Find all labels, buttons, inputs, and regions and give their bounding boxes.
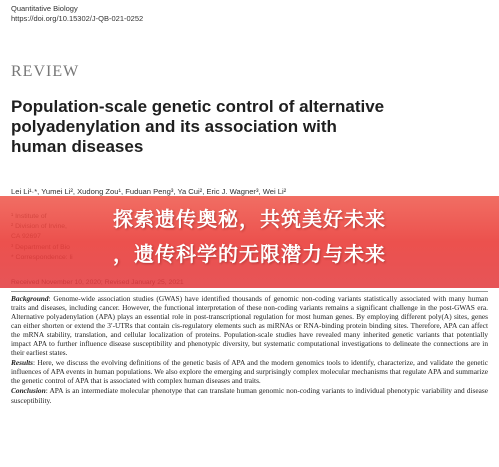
title-line: polyadenylation and its association with: [11, 117, 337, 136]
conclusion-text: : APA is an intermediate molecular phenotype that can translate human genomic non-coding variants to individual phenotypic variability and disease susceptibility.: [11, 386, 488, 405]
abstract-conclusion: [11, 386, 488, 404]
results-text: : Here, we discuss the evolving definitions of the genetic basis of APA and the modern genomics tools to identify, characterize, and validate the genetic influences of APA events in human populations. We also explore the emerging and surprisingly complex molecular mechanisms that regulate APA and summarize the genetic control of APA that is associated with complex human diseases and traits.: [11, 358, 488, 386]
abstract: [11, 294, 488, 405]
article-type: REVIEW: [11, 63, 80, 80]
banner-line-1: 探索遗传奥秘，共筑美好未来: [113, 207, 386, 231]
conclusion-label: Conclusion: [11, 386, 46, 396]
divider: [11, 291, 488, 292]
author-list: Lei Li¹·*, Yumei Li², Xudong Zou¹, Fuduan Peng³, Ya Cui², Eric J. Wagner³, Wei Li²: [11, 187, 287, 196]
doi-link[interactable]: https://doi.org/10.15302/J-QB-021-0252: [11, 14, 144, 23]
results-label: Results: [11, 358, 34, 368]
article-title: [11, 97, 491, 157]
background-label: Background: [11, 294, 49, 303]
banner-line-2: ，遗传科学的无限潜力与未来: [113, 242, 386, 266]
abstract-background: [11, 294, 488, 357]
background-text: : Genome-wide association studies (GWAS) have identified thousands of genomic non-coding variants statistically associated with many human traits and diseases, including cancer. However, the functional interpretation of these non-coding variants remains a significant challenge in the post-GWAS era. Alternative polyadenylation (APA) plays an essential role in post-transcriptional regulation for most human genes. By employing different poly(A) sites, genes can either shorten or extend the 3′-UTRs that contain cis-regulatory elements such as miRNAs or RNA-binding protein binding sites. Therefore, APA can affect the mRNA stability, translation, and cellular localization of proteins. Population-scale studies have revealed many inherited genetic variants that potentially impact APA to further influence disease susceptibility and phenotypic diversity, but systematic computational investigations to delineate the connections are in their earliest states.: [11, 294, 488, 358]
title-line: human diseases: [11, 137, 144, 156]
title-line: Population-scale genetic control of alternative: [11, 97, 385, 116]
abstract-results: [11, 358, 488, 385]
journal-name: Quantitative Biology: [11, 4, 78, 13]
